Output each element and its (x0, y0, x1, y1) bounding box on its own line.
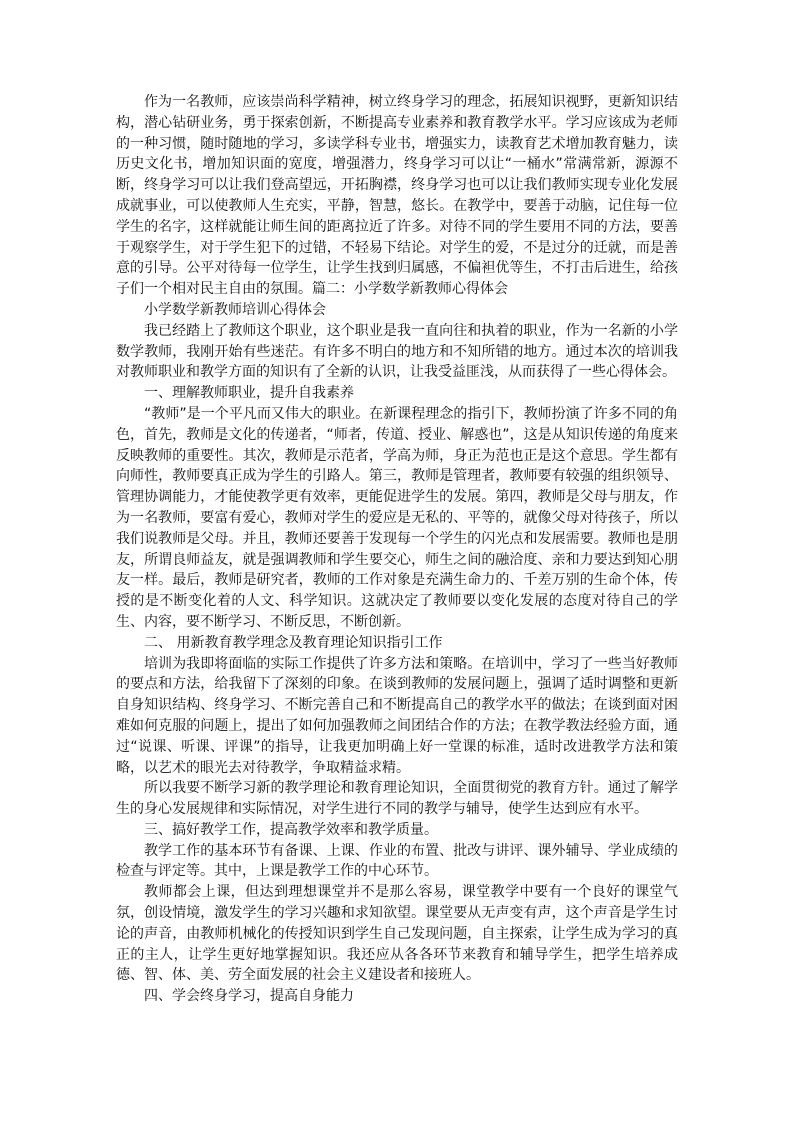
heading-1: 一、理解教师职业，提升自我素养 (144, 385, 354, 402)
paragraph-5: 所以我要不断学习新的教学理论和教育理论知识，全面贯彻党的教育方针。通过了解学生的身心发展规律和实际情况，对学生进行不同的教学与辅导，使学生达到应有水平。 (116, 780, 678, 818)
heading-3: 三、搞好教学工作，提高教学效率和教学质量。 (144, 821, 438, 838)
heading-4: 四、学会终身学习，提高自身能力 (144, 988, 354, 1005)
paragraph-4: 培训为我即将面临的实际工作提供了许多方法和策略。在培训中，学习了一些当好教师的要点和方法，给我留下了深刻的印象。在谈到教师的发展问题上，强调了适时调整和更新自身知识结构、终身学习、不断完善自己和不断提高自己的教学水平的做法；在谈到面对困难如何克服的问题上，提出了如何加强教师之间团结合作的方法；在教学教法经验方面，通过“说课、听课、评课”的指导，让我更加明确上好一堂课的标准，适时改进教学方法和策略，以艺术的眼光去对待教学，争取精益求精。 (116, 655, 678, 776)
paragraph-7: 教师都会上课，但达到理想课堂并不是那么容易，课堂教学中要有一个良好的课堂气氛，创设情境，激发学生的学习兴趣和求知欲望。课堂要从无声变有声，这个声音是学生讨论的声音，由教师机械化的传授知识到学生自己发现问题，自主探索，让学生成为学习的真正的主人，让学生更好地掌握知识。我还应从各各环节来教育和辅导学生，把学生培养成德、智、体、美、劳全面发展的社会主义建设者和接班人。 (116, 884, 678, 984)
paragraph-1: 作为一名教师，应该崇尚科学精神，树立终身学习的理念，拓展知识视野，更新知识结构，潜心钻研业务，勇于探索创新，不断提高专业素养和教育教学水平。学习应该成为老师的一种习惯，随时随地的学习，多读学科专业书，增强实力，读教育艺术增加教育魅力，读历史文化书，增加知识面的宽度，增强潜力，终身学习可以让“一桶水”常满常新，源源不断，终身学习可以让我们登高望远，开拓胸襟，终身学习也可以让我们教师实现专业化发展成就事业，可以使教师人生充实，平静，智慧，悠长。在教学中，要善于动脑，记住每一位学生的名字，这样就能让师生间的距离拉近了许多。对待不同的学生要用不同的方法，要善于观察学生，对于学生犯下的过错，不轻易下结论。对学生的爱，不是过分的迁就，而是善意的引导。公平对待每一位学生，让学生找到归属感，不偏袒优等生，不打击后进生，给孩子们一个相对民主自由的氛围。篇二：小学数学新教师心得体会 (116, 94, 678, 298)
subtitle: 小学数学新教师培训心得体会 (144, 301, 326, 318)
heading-2: 二、 用新教育教学理念及教育理论知识指引工作 (144, 634, 443, 651)
paragraph-6: 教学工作的基本环节有备课、上课、作业的布置、批改与讲评、课外辅导、学业成绩的检查与评定等。其中，上课是教学工作的中心环节。 (116, 842, 678, 880)
paragraph-3: “教师”是一个平凡而又伟大的职业。在新课程理念的指引下，教师扮演了许多不同的角色，首先，教师是文化的传递者，“师者，传道、授业、解惑也”，这是从知识传递的角度来反映教师的重要性。其次，教师是示范者，学高为师，身正为范也正是这个意思。学生都有向师性，教师要真正成为学生的引路人。第三，教师是管理者，教师要有较强的组织领导、管理协调能力，才能使教学更有效率，更能促进学生的发展。第四，教师是父母与朋友，作为一名教师，要富有爱心，教师对学生的爱应是无私的、平等的，就像父母对待孩子，所以我们说教师是父母。并且，教师还要善于发现每一个学生的闪光点和发展需要。教师也是朋友，所谓良师益友，就是强调教师和学生要交心，师生之间的融洽度、亲和力要达到知心朋友一样。最后，教师是研究者，教师的工作对象是充满生命力的、千差万别的生命个体，传授的是不断变化着的人文、科学知识。这就决定了教师要以变化发展的态度对待自己的学生、内容，要不断学习、不断反思，不断创新。 (116, 405, 678, 630)
paragraph-2: 我已经踏上了教师这个职业，这个职业是我一直向往和执着的职业，作为一名新的小学数学教师，我刚开始有些迷茫。有许多不明白的地方和不知所错的地方。通过本次的培训我对教师职业和教学方面的知识有了全新的认识，让我受益匪浅，从而获得了一些心得体会。 (116, 322, 678, 381)
